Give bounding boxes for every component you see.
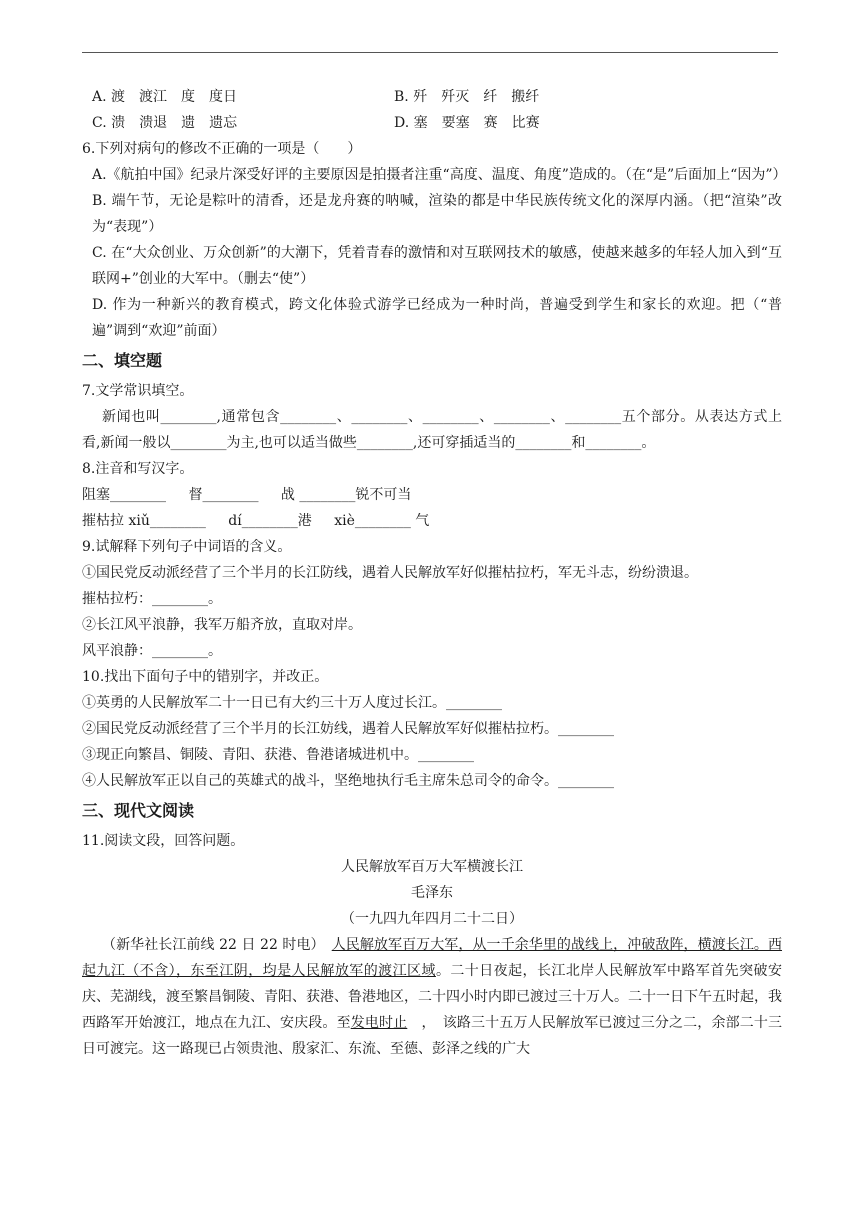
section-heading-reading: 三、现代文阅读: [82, 801, 195, 820]
q6-option-a: A.《航拍中国》纪录片深受好评的主要原因是拍摄者注重“高度、温度、角度”造成的。（在“是”后面加上“因为”）: [92, 167, 787, 183]
q6-option-d: D. 作为一种新兴的教育模式，跨文化体验式游学已经成为一种时尚，普遍受到学生和家长的欢迎。把（“普遍”调到“欢迎”前面）: [92, 297, 782, 339]
option-a: A. 渡 渡江 度 度日: [92, 89, 238, 105]
q6-stem: 6.下列对病句的修改不正确的一项是（ ）: [82, 141, 362, 157]
q10-stem: 10.找出下面句子中的错别字，并改正。: [82, 669, 329, 685]
top-rule: [82, 52, 778, 53]
q6-option-c: C. 在“大众创业、万众创新”的大潮下，凭着青春的激情和对互联网技术的敏感，使越来越多的年轻人加入到“互联网+”创业的大军中。（删去“使”）: [92, 245, 782, 287]
option-b: B. 歼 歼灭 纤 搬纤: [394, 89, 540, 105]
q5-options-row-1: [82, 84, 782, 110]
q10-sentence-4: ④人民解放军正以自己的英雄式的战斗，坚绝地执行毛主席朱总司令的命令。________: [82, 773, 614, 789]
article-author: 毛泽东: [411, 885, 453, 901]
q11-stem: 11.阅读文段，回答问题。: [82, 833, 245, 849]
underlined-sentence: 人民解放军百万大军，从一千余华里的战线上，冲破敌阵，横渡长江。西起九江（不含），东至江阴，均是人民解放军的渡江区域: [82, 937, 783, 979]
section-heading-fill-blank: 二、填空题: [82, 351, 163, 370]
q6-option-b: B. 端午节，无论是粽叶的清香，还是龙舟赛的呐喊，渲染的都是中华民族传统文化的深厚内涵。（把“渲染”改为“表现”）: [92, 193, 782, 235]
q10-sentence-2: ②国民党反动派经营了三个半月的长江妨线，遇着人民解放军好似摧枯拉朽。________: [82, 721, 614, 737]
article-paragraph: [82, 932, 782, 1062]
article-text-tail: ， 该路三十五万人民解放军已渡过三分之二，余部二十三日可渡完。这一路现已占领贵池、殷家汇、东流、至德、彭泽之线的广大: [82, 1015, 783, 1057]
q7-stem: 7.文学常识填空。: [82, 383, 194, 399]
article-title: 人民解放军百万大军横渡长江: [341, 859, 523, 875]
q9-sentence-1: ①国民党反动派经营了三个半月的长江防线，遇着人民解放军好似摧枯拉朽，军无斗志，纷纷溃退。: [82, 565, 698, 581]
q8-item: 督________: [188, 487, 259, 503]
document-content: [82, 84, 787, 1062]
q8-item: 阻塞________: [82, 487, 166, 503]
option-d: D. 塞 要塞 赛 比赛: [394, 115, 540, 131]
q8-item: xiè________ 气: [334, 513, 430, 529]
q9-answer-1: 摧枯拉朽：________。: [82, 591, 222, 607]
q8-item: dí________港: [228, 513, 312, 529]
q10-sentence-1: ①英勇的人民解放军二十一日已有大约三十万人度过长江。________: [82, 695, 502, 711]
option-c: C. 溃 溃退 遗 遗忘: [92, 115, 238, 131]
q9-answer-2: 风平浪静：________。: [82, 643, 222, 659]
q9-stem: 9.试解释下列句子中词语的含义。: [82, 539, 292, 555]
article-date: （一九四九年四月二十二日）: [341, 911, 523, 927]
q8-stem: 8.注音和写汉字。: [82, 461, 194, 477]
q7-body: 新闻也叫________,通常包含________、________、________、________、________五个部分。从表达方式上看,新闻一般以________为主,也可以适当做些________,还可穿插适当的________和________。: [82, 409, 782, 451]
q8-item: 摧枯拉 xiǔ________: [82, 513, 206, 529]
article-text: 。二十日夜起，长江北岸人民解放军中路军首先突破安庆、芜湖线，渡至繁昌铜陵、青阳、获港、鲁港地区，二十四小时内即已渡过三十万人。二十一日下午五时起，我西路军开始渡江，地点在九江、安庆段。至: [82, 963, 782, 1031]
q5-options-row-2: [82, 110, 782, 136]
underlined-phrase: 发电时止: [350, 1015, 408, 1031]
q8-item: 战 ________锐不可当: [280, 487, 412, 503]
q9-sentence-2: ②长江风平浪静，我军万船齐放，直取对岸。: [82, 617, 362, 633]
article-dateline: （新华社长江前线 22 日 22 时电）: [102, 937, 318, 953]
q10-sentence-3: ③现正向繁昌、铜陵、青阳、获港、鲁港诸城进机中。________: [82, 747, 474, 763]
q8-row-1: [82, 482, 782, 508]
q8-row-2: [82, 508, 782, 534]
